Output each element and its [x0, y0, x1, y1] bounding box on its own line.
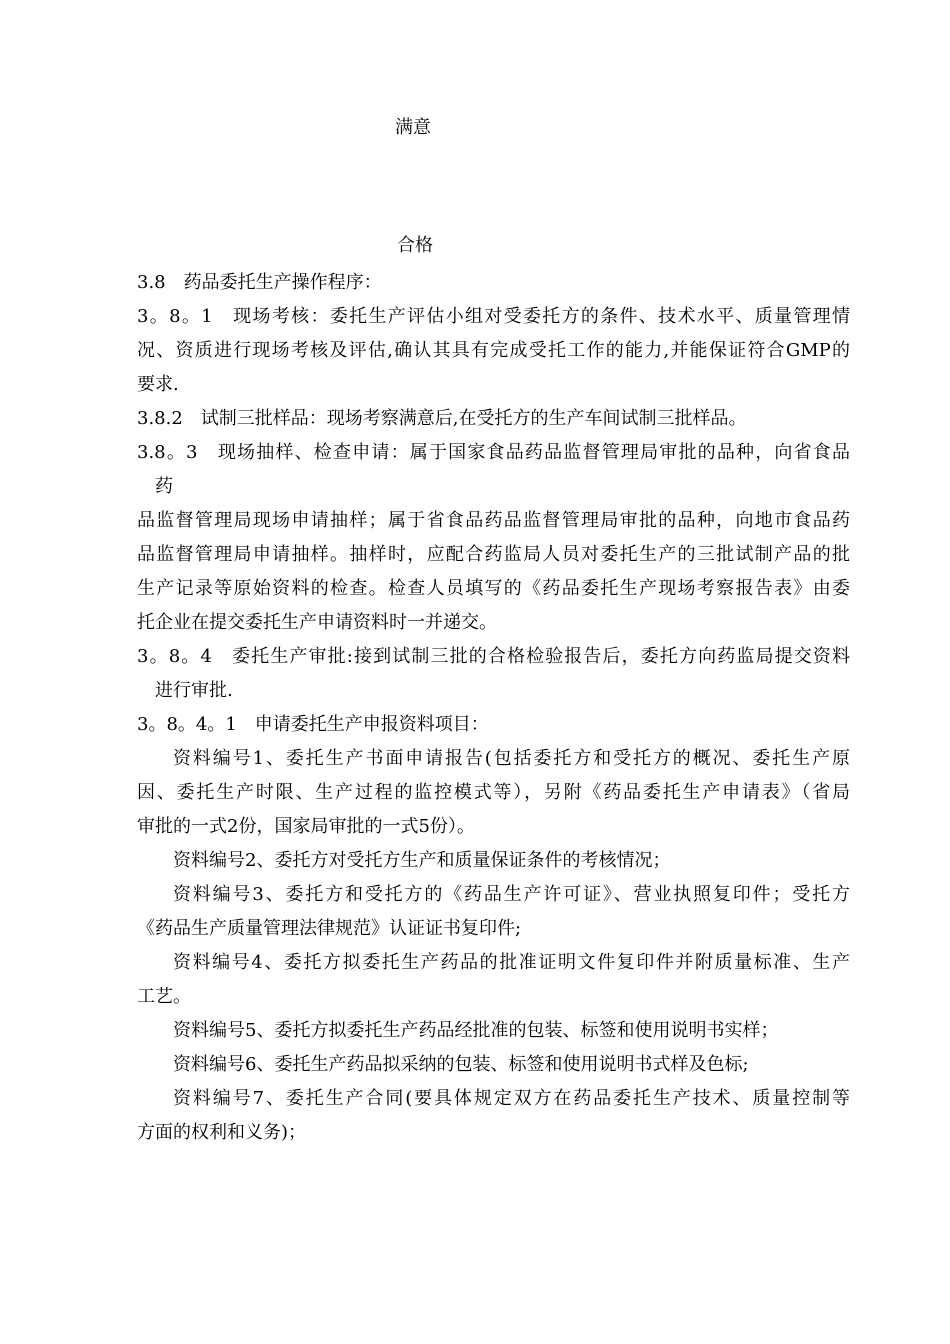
paragraph-line: 3。8。4 委托生产审批:接到试制三批的合格检验报告后，委托方向药监局提交资料 [137, 646, 850, 667]
list-item: 资料编号2、委托方对受托方生产和质量保证条件的考核情况； [173, 850, 671, 871]
paragraph-line: 况、资质进行现场考核及评估,确认其具有完成受托工作的能力,并能保证符合GMP的 [137, 340, 850, 361]
heading-qualified: 合格 [397, 235, 433, 256]
list-item: 资料编号7、委托生产合同(要具体规定双方在药品委托生产技术、质量控制等 [173, 1088, 850, 1109]
paragraph-line: 3.8.2 试制三批样品：现场考察满意后,在受托方的生产车间试制三批样品。 [137, 408, 747, 429]
paragraph-line: 品监督管理局现场申请抽样；属于省食品药品监督管理局审批的品种，向地市食品药 [137, 510, 850, 531]
paragraph-line: 工艺。 [137, 986, 191, 1007]
section-heading-3-8-4-1: 3。8。4。1 申请委托生产申报资料项目： [137, 714, 489, 735]
body-text [137, 266, 850, 1150]
paragraph-line: 药 [155, 476, 173, 497]
paragraph-line: 3。8。1 现场考核：委托生产评估小组对受委托方的条件、技术水平、质量管理情 [137, 306, 850, 327]
list-item: 资料编号3、委托方和受托方的《药品生产许可证》、营业执照复印件；受托方 [173, 884, 850, 905]
heading-satisfied: 满意 [395, 117, 431, 138]
list-item: 资料编号1、委托生产书面申请报告(包括委托方和受托方的概况、委托生产原 [173, 748, 850, 769]
paragraph-line: 品监督管理局申请抽样。抽样时，应配合药监局人员对委托生产的三批试制产品的批 [137, 544, 850, 565]
paragraph-line: 3.8。3 现场抽样、检查申请：属于国家食品药品监督管理局审批的品种，向省食品 [137, 442, 850, 463]
paragraph-line: 方面的权利和义务)； [137, 1122, 307, 1143]
list-item: 资料编号5、委托方拟委托生产药品经批准的包装、标签和使用说明书实样； [173, 1020, 779, 1041]
list-item: 资料编号6、委托生产药品拟采纳的包装、标签和使用说明书式样及色标; [173, 1054, 749, 1075]
paragraph-line: 因、委托生产时限、生产过程的监控模式等），另附《药品委托生产申请表》（省局 [137, 782, 850, 803]
paragraph-line: 审批的一式2份，国家局审批的一式5份）。 [137, 816, 475, 837]
paragraph-line: 生产记录等原始资料的检查。检查人员填写的《药品委托生产现场考察报告表》由委 [137, 578, 850, 599]
paragraph-line: 要求. [137, 374, 179, 395]
list-item: 资料编号4、委托方拟委托生产药品的批准证明文件复印件并附质量标准、生产 [173, 952, 850, 973]
paragraph-line: 托企业在提交委托生产申请资料时一并递交。 [137, 612, 497, 633]
paragraph-line: 《药品生产质量管理法律规范》认证证书复印件; [137, 918, 522, 939]
paragraph-line: 进行审批. [155, 680, 233, 701]
section-heading-3-8: 3.8 药品委托生产操作程序： [137, 272, 382, 293]
